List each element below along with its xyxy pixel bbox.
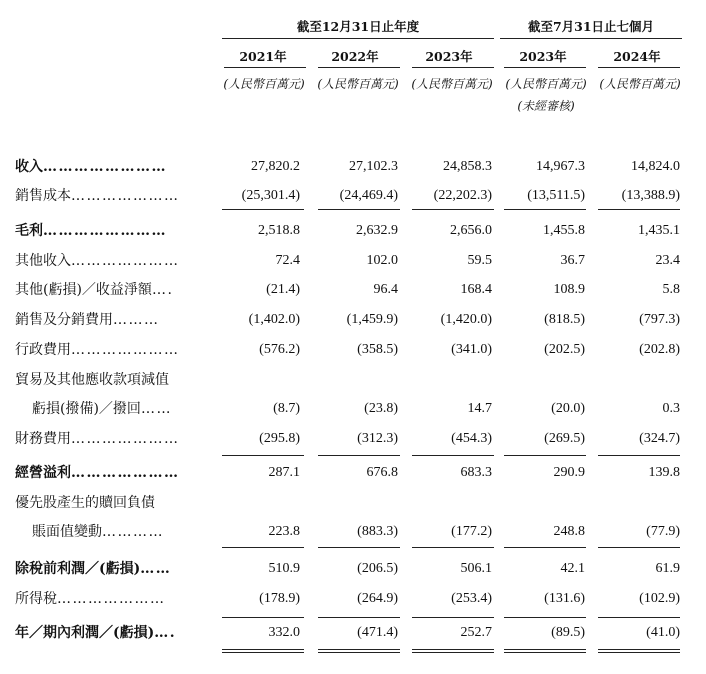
- table-cell-value: (576.2): [259, 342, 300, 357]
- row-label-text: 賬面值變動: [32, 524, 102, 540]
- table-cell-value: (89.5): [551, 625, 585, 640]
- table-cell-value: (1,459.9): [346, 312, 398, 327]
- row-label: [15, 464, 180, 482]
- table-cell-value: (23.8): [364, 401, 398, 416]
- table-cell-value: 683.3: [460, 465, 492, 480]
- subtotal-rule: [598, 209, 680, 210]
- table-cell-value: 36.7: [560, 253, 585, 268]
- table-cell-value: 332.0: [268, 625, 300, 640]
- col-header-2022: 2022年: [331, 49, 379, 64]
- table-cell-value: 510.9: [268, 561, 300, 576]
- leader-dots: …………………: [71, 465, 180, 481]
- row-label-text: 虧損(撥備)／撥回: [32, 401, 141, 417]
- table-cell-value: 1,455.8: [543, 223, 585, 238]
- subtotal-rule: [222, 547, 304, 548]
- total-double-rule: [318, 652, 400, 653]
- table-cell-value: 72.4: [275, 253, 300, 268]
- table-cell-value: 14,824.0: [631, 159, 680, 174]
- subtotal-rule: [412, 617, 494, 618]
- table-cell-value: 24,858.3: [443, 159, 492, 174]
- table-cell-value: (131.6): [544, 591, 585, 606]
- unaudited-label: (未經審核): [517, 99, 575, 113]
- row-label-text: 年／期內利潤／(虧損): [15, 625, 155, 641]
- col-rule: [412, 67, 494, 68]
- leader-dots: …………: [102, 524, 164, 540]
- table-cell-value: 248.8: [553, 524, 585, 539]
- table-cell-value: (454.3): [451, 431, 492, 446]
- subtotal-rule: [318, 455, 400, 456]
- row-label: [15, 590, 166, 608]
- col-rule: [224, 67, 306, 68]
- row-label: [15, 341, 180, 359]
- leader-dots: ……: [140, 401, 172, 417]
- row-label: [32, 400, 172, 418]
- table-cell-value: (178.9): [259, 591, 300, 606]
- table-cell-value: (25,301.4): [241, 188, 300, 203]
- table-cell-value: (471.4): [357, 625, 398, 640]
- subtotal-rule: [318, 547, 400, 548]
- row-label: [15, 222, 167, 240]
- subtotal-rule: [318, 617, 400, 618]
- total-double-rule: [504, 652, 586, 653]
- total-double-rule: [222, 649, 304, 650]
- row-label: [15, 494, 155, 512]
- subtotal-rule: [504, 209, 586, 210]
- row-label: [32, 523, 164, 541]
- col-rule: [598, 67, 680, 68]
- table-cell-value: 96.4: [373, 282, 398, 297]
- col-rule: [504, 67, 586, 68]
- table-cell-value: 223.8: [268, 524, 300, 539]
- row-label-text: 行政費用: [15, 342, 71, 358]
- leader-dots: …………………: [71, 253, 180, 269]
- subtotal-rule: [222, 455, 304, 456]
- leader-dots: …………………: [71, 188, 180, 204]
- leader-dots: ………: [113, 312, 160, 328]
- table-cell-value: 14.7: [467, 401, 492, 416]
- subtotal-rule: [504, 547, 586, 548]
- table-cell-value: 139.8: [648, 465, 680, 480]
- table-cell-value: 102.0: [366, 253, 398, 268]
- leader-dots: …………………: [71, 431, 180, 447]
- table-cell-value: (883.3): [357, 524, 398, 539]
- row-label-text: 所得稅: [15, 591, 57, 607]
- subtotal-rule: [598, 617, 680, 618]
- unit-label: (人民幣百萬元): [223, 77, 305, 91]
- table-cell-value: (41.0): [646, 625, 680, 640]
- table-cell-value: (312.3): [357, 431, 398, 446]
- total-double-rule: [598, 649, 680, 650]
- table-cell-value: (13,388.9): [621, 188, 680, 203]
- row-label: [15, 187, 180, 205]
- total-double-rule: [598, 652, 680, 653]
- unit-label: (人民幣百萬元): [505, 77, 587, 91]
- table-cell-value: 14,967.3: [536, 159, 585, 174]
- row-label: [15, 158, 167, 176]
- leader-dots: …………………: [57, 591, 166, 607]
- row-label: [15, 430, 180, 448]
- table-cell-value: (77.9): [646, 524, 680, 539]
- group-rule-seven-months: [500, 38, 682, 39]
- col-header-2024-7m: 2024年: [613, 49, 661, 64]
- subtotal-rule: [412, 547, 494, 548]
- table-cell-value: 23.4: [655, 253, 680, 268]
- table-cell-value: (22,202.3): [433, 188, 492, 203]
- table-cell-value: (102.9): [639, 591, 680, 606]
- table-cell-value: 252.7: [460, 625, 492, 640]
- leader-dots: ……: [140, 561, 172, 577]
- table-cell-value: (202.5): [544, 342, 585, 357]
- total-double-rule: [318, 649, 400, 650]
- row-label: [15, 624, 176, 642]
- row-label-text: 除稅前利潤／(虧損): [15, 561, 141, 577]
- group-header-seven-months: 截至7月31日止七個月: [527, 19, 655, 34]
- table-cell-value: (358.5): [357, 342, 398, 357]
- table-cell-value: 676.8: [366, 465, 398, 480]
- subtotal-rule: [412, 209, 494, 210]
- row-label-text: 財務費用: [15, 431, 71, 447]
- table-cell-value: 2,656.0: [450, 223, 492, 238]
- row-label-text: 貿易及其他應收款項減值: [15, 372, 169, 388]
- table-cell-value: (264.9): [357, 591, 398, 606]
- table-cell-value: 2,518.8: [258, 223, 300, 238]
- table-cell-value: (1,402.0): [248, 312, 300, 327]
- table-cell-value: (13,511.5): [527, 188, 585, 203]
- subtotal-rule: [504, 617, 586, 618]
- total-double-rule: [504, 649, 586, 650]
- unit-label: (人民幣百萬元): [411, 77, 493, 91]
- row-label-text: 經營溢利: [15, 465, 71, 481]
- row-label: [15, 252, 180, 270]
- subtotal-rule: [504, 455, 586, 456]
- table-cell-value: 168.4: [460, 282, 492, 297]
- subtotal-rule: [412, 455, 494, 456]
- unit-label: (人民幣百萬元): [317, 77, 399, 91]
- subtotal-rule: [318, 209, 400, 210]
- subtotal-rule: [222, 209, 304, 210]
- table-cell-value: (324.7): [639, 431, 680, 446]
- table-cell-value: (269.5): [544, 431, 585, 446]
- table-cell-value: 506.1: [460, 561, 492, 576]
- total-double-rule: [412, 652, 494, 653]
- group-header-year-end: 截至12月31日止年度: [296, 19, 420, 34]
- table-cell-value: (797.3): [639, 312, 680, 327]
- table-cell-value: 0.3: [662, 401, 680, 416]
- table-cell-value: (177.2): [451, 524, 492, 539]
- row-label-text: 其他收入: [15, 253, 71, 269]
- row-label: [15, 281, 173, 299]
- subtotal-rule: [598, 455, 680, 456]
- table-cell-value: (24,469.4): [339, 188, 398, 203]
- table-cell-value: 1,435.1: [638, 223, 680, 238]
- col-header-2021: 2021年: [239, 49, 287, 64]
- row-label: [15, 371, 169, 389]
- table-cell-value: 2,632.9: [356, 223, 398, 238]
- leader-dots: ….: [151, 282, 174, 298]
- table-cell-value: (295.8): [259, 431, 300, 446]
- table-cell-value: (253.4): [451, 591, 492, 606]
- col-header-2023: 2023年: [425, 49, 473, 64]
- table-cell-value: 5.8: [662, 282, 680, 297]
- table-cell-value: (202.8): [639, 342, 680, 357]
- col-header-2023-7m: 2023年: [519, 49, 567, 64]
- row-label-text: 其他(虧損)／收益淨額: [15, 282, 152, 298]
- unit-label: (人民幣百萬元): [599, 77, 681, 91]
- table-cell-value: (1,420.0): [440, 312, 492, 327]
- total-double-rule: [222, 652, 304, 653]
- table-cell-value: 287.1: [268, 465, 300, 480]
- table-cell-value: (21.4): [266, 282, 300, 297]
- subtotal-rule: [222, 617, 304, 618]
- subtotal-rule: [598, 547, 680, 548]
- row-label: [15, 311, 160, 329]
- table-cell-value: (341.0): [451, 342, 492, 357]
- table-cell-value: 61.9: [655, 561, 680, 576]
- table-cell-value: (8.7): [273, 401, 300, 416]
- row-label-text: 銷售及分銷費用: [15, 312, 113, 328]
- row-label: [15, 560, 171, 578]
- table-cell-value: 42.1: [560, 561, 585, 576]
- table-cell-value: 290.9: [553, 465, 585, 480]
- row-label-text: 收入: [15, 159, 43, 175]
- table-cell-value: 27,820.2: [251, 159, 300, 174]
- table-cell-value: 27,102.3: [349, 159, 398, 174]
- table-cell-value: (20.0): [551, 401, 585, 416]
- table-cell-value: 59.5: [467, 253, 492, 268]
- leader-dots: …………………: [71, 342, 180, 358]
- table-cell-value: 108.9: [553, 282, 585, 297]
- row-label-text: 毛利: [15, 223, 43, 239]
- col-rule: [318, 67, 400, 68]
- row-label-text: 優先股產生的贖回負債: [15, 495, 155, 511]
- group-rule-year-end: [222, 38, 494, 39]
- total-double-rule: [412, 649, 494, 650]
- leader-dots: ……………………: [43, 159, 167, 175]
- table-cell-value: (206.5): [357, 561, 398, 576]
- table-cell-value: (818.5): [544, 312, 585, 327]
- leader-dots: ……………………: [43, 223, 167, 239]
- row-label-text: 銷售成本: [15, 188, 71, 204]
- leader-dots: ….: [154, 625, 177, 641]
